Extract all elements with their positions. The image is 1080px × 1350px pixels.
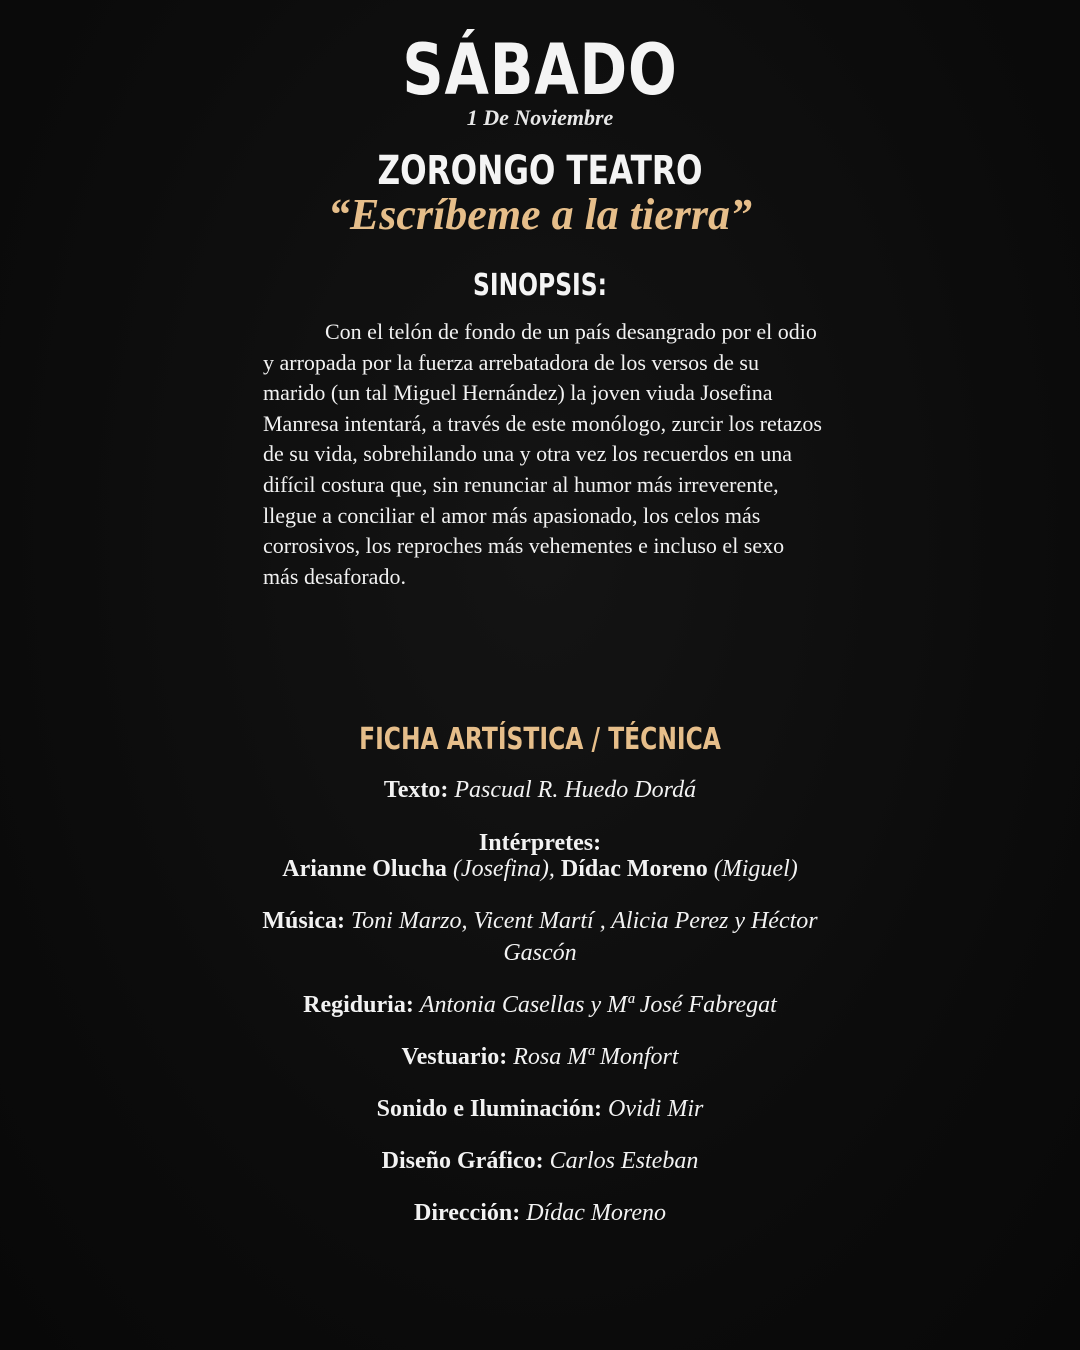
actor-name: Arianne Olucha — [282, 856, 447, 882]
event-date: 1 De Noviembre — [466, 105, 614, 130]
event-header — [0, 30, 1080, 128]
credit-vestuario — [0, 1041, 1080, 1073]
credit-name: Ovidi Mir — [608, 1096, 704, 1122]
credit-role: Texto: — [383, 777, 449, 803]
character-name: (Josefina), — [452, 856, 555, 882]
credit-name: Pascual R. Huedo Dordá — [454, 777, 697, 803]
actor-name: Dídac Moreno — [560, 856, 708, 882]
credit-texto — [0, 774, 1080, 806]
company-name: ZORONGO TEATRO — [377, 148, 703, 194]
credit-name: Antonia Casellas y Mª José Fabregat — [419, 992, 777, 1018]
credit-name: Carlos Esteban — [549, 1148, 699, 1174]
credit-name: Dídac Moreno — [526, 1200, 666, 1226]
credit-interpretes — [0, 853, 1080, 885]
synopsis-text — [263, 317, 825, 592]
credit-role: Intérpretes: — [478, 830, 602, 856]
credit-role: Dirección: — [414, 1200, 521, 1226]
credit-name: Rosa Mª Monfort — [513, 1044, 679, 1070]
credit-direccion — [0, 1197, 1080, 1229]
credits-heading: FICHA ARTÍSTICA / TÉCNICA — [359, 722, 721, 757]
event-day: SÁBADO — [402, 29, 678, 111]
credit-musica — [0, 905, 1080, 937]
synopsis-heading: SINOPSIS: — [473, 268, 607, 303]
credit-musica-cont — [0, 937, 1080, 969]
credit-role: Vestuario: — [401, 1044, 508, 1070]
play-title: “Escríbeme a la tierra” — [327, 190, 753, 239]
credit-name: Toni Marzo, Vicent Martí , Alicia Perez y Héctor — [351, 908, 818, 934]
credit-role: Diseño Gráfico: — [381, 1148, 544, 1174]
credit-diseno — [0, 1145, 1080, 1177]
credit-regiduria — [0, 989, 1080, 1021]
synopsis-body: Con el telón de fondo de un país desangrado por el odio y arropada por la fuerza arrebatadora de los versos de su marido (un tal Miguel Hernández) la joven viuda Josefina Manresa intentará, a través de este monólogo, zurcir los retazos de su vida, sobrehilando una y otra vez los recuerdos en una difícil costura que, sin renunciar al humor más irreverente, llegue a conciliar el amor más apasionado, los celos más corrosivos, los reproches más vehementes e incluso el sexo más desaforado. — [263, 319, 822, 589]
character-name: (Miguel) — [713, 856, 798, 882]
credit-role: Sonido e Iluminación: — [376, 1096, 603, 1122]
credit-role: Música: — [262, 908, 346, 934]
credit-role: Regiduria: — [303, 992, 414, 1018]
credit-sonido — [0, 1093, 1080, 1125]
credit-name: Gascón — [503, 940, 577, 966]
